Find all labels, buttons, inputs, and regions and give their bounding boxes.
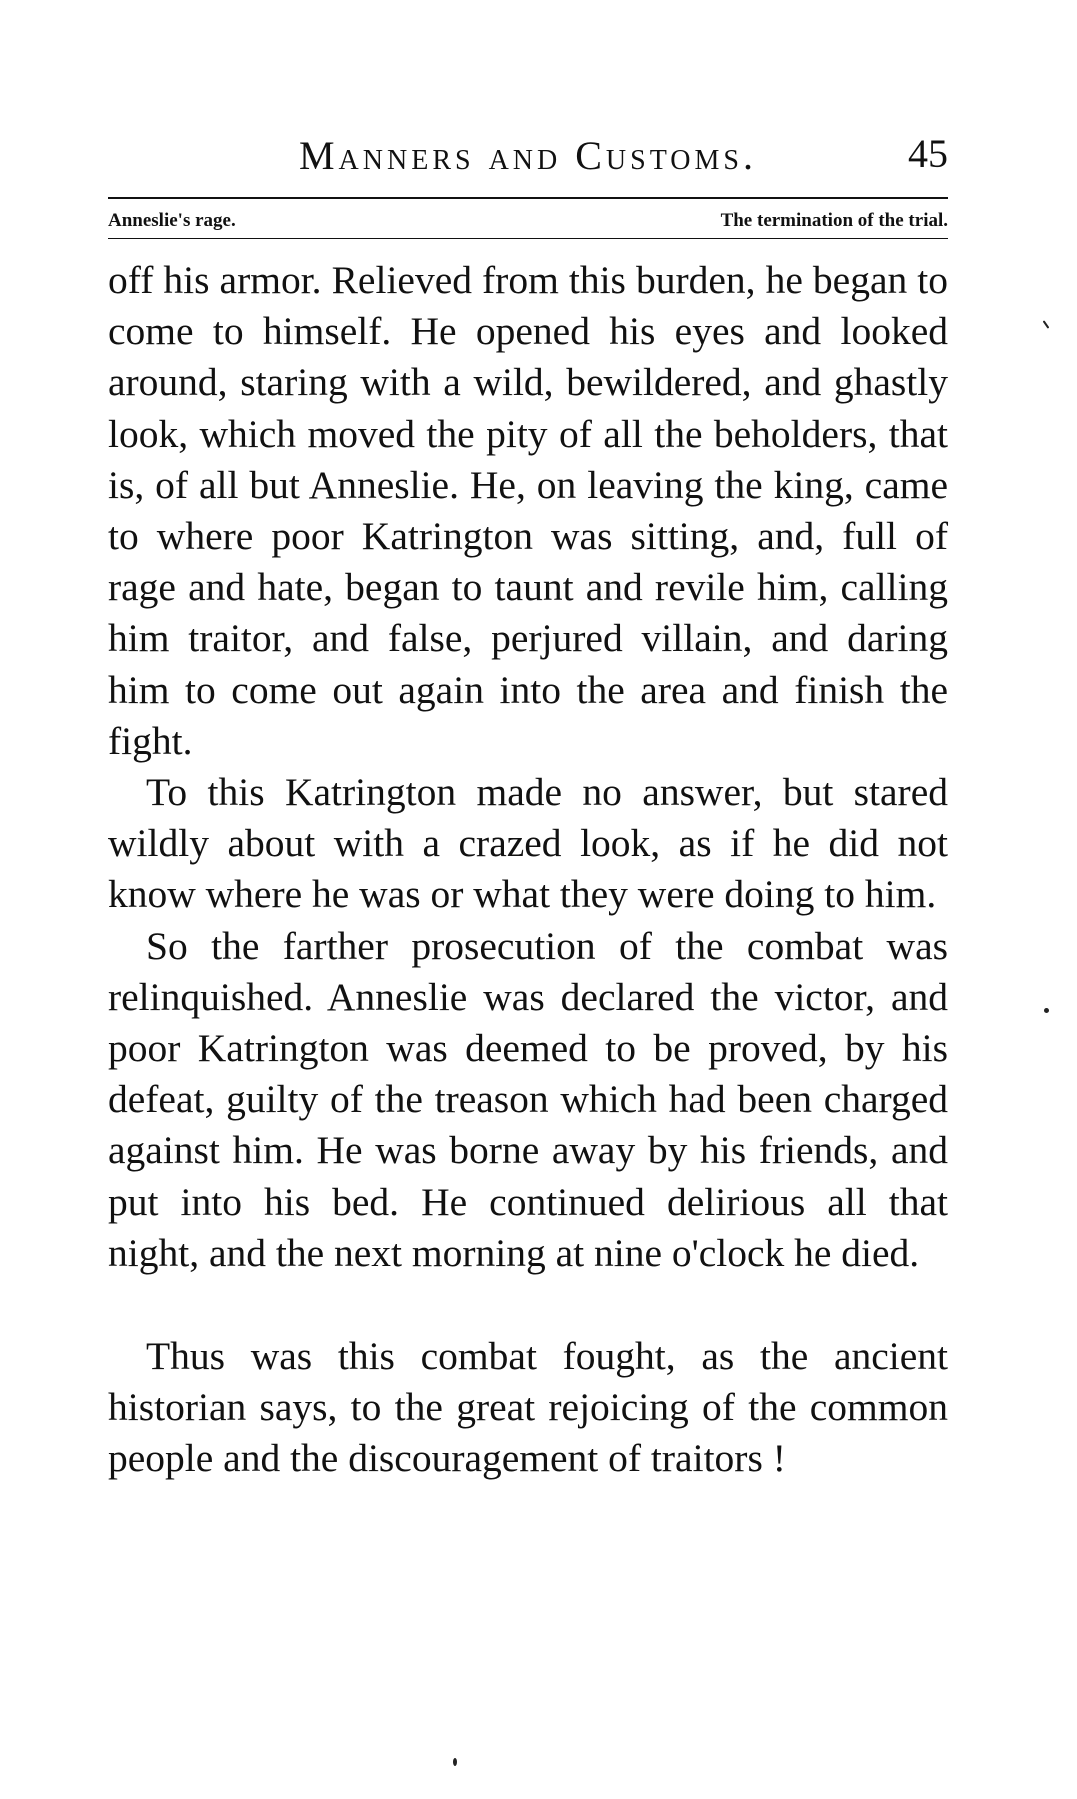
right-subhead: The termination of the trial. (720, 210, 948, 231)
page-number: 45 (908, 131, 948, 176)
paragraph-gap (108, 1279, 948, 1331)
paragraph-2: To this Katrington made no answer, but stared wildly about with a crazed look, as if he did not know where he was or what they were doing to him. (108, 770, 948, 917)
book-page (108, 120, 948, 1481)
running-head (108, 120, 948, 182)
paragraph-1: off his armor. Relieved from this burden, he began to come to himself. He opened his eyes and looked around, staring with a wild, bewildered, and ghastly look, which moved the pity of all the beholders, that is, of all but Anneslie. He, on leaving the king, came to where poor Katrington was sitting, and, full of rage and hate, began to taunt and revile him, calling him traitor, and false, perjured villain, and daring him to come out again into the area and finish the fight. (108, 258, 948, 763)
print-speck (453, 1758, 457, 1766)
header-rule (108, 197, 948, 199)
paragraph-3: So the farther prosecution of the combat was relinquished. Anneslie was declared the victor, and poor Katrington was deemed to be proved, by his defeat, guilty of the treason which had been charged against him. He was borne away by his friends, and put into his bed. He continued delirious all that night, and the next morning at nine o'clock he died. (108, 923, 948, 1275)
body-text (108, 255, 948, 1485)
paragraph-4: Thus was this combat fought, as the ancient historian says, to the great rejoicing of the common people and the discouragement of traitors ! (108, 1334, 948, 1481)
print-speck (1044, 1008, 1049, 1013)
print-speck (1043, 320, 1050, 329)
running-title: Manners and Customs. (298, 133, 757, 178)
subhead-rule (108, 238, 948, 239)
left-subhead: Anneslie's rage. (108, 210, 236, 231)
